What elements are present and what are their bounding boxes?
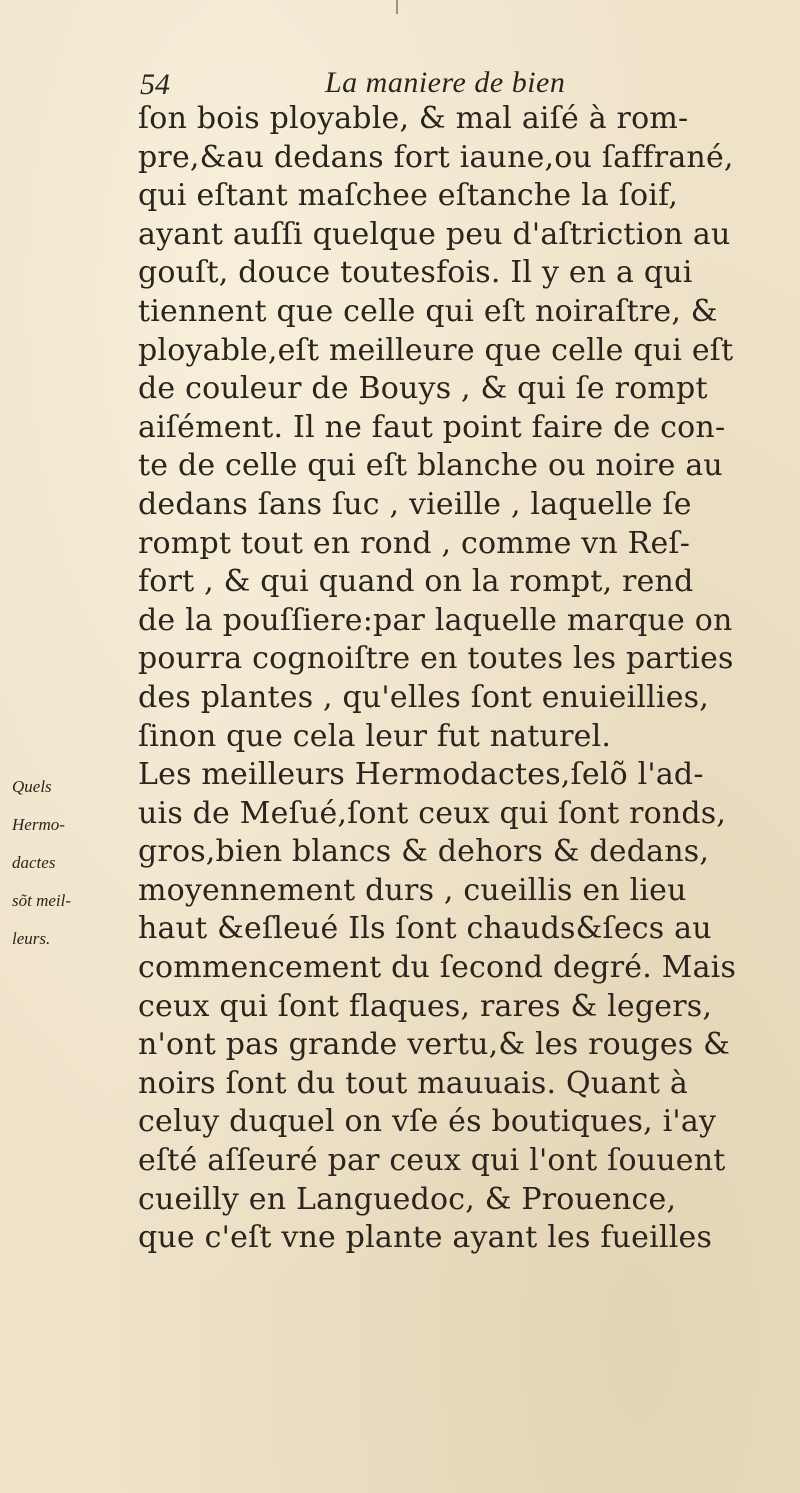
running-title: La maniere de bien	[325, 66, 566, 99]
text-line: qui eſtant maſchee eſtanche la ſoif,	[138, 178, 679, 214]
text-line: eſté aſſeuré par ceux qui l'ont ſouuent	[138, 1143, 726, 1179]
text-line: fort , & qui quand on la rompt, rend	[138, 564, 694, 600]
binding-mark	[396, 0, 398, 14]
text-line: te de celle qui eſt blanche ou noire au	[138, 448, 723, 484]
text-line: pre,&au dedans fort iaune,ou ſaffrané,	[138, 139, 734, 175]
text-line: de la pouſſiere:par laquelle marque on	[138, 602, 733, 638]
text-line: commencement du ſecond degré. Mais	[138, 950, 737, 986]
margin-note-line: leurs.	[12, 929, 51, 948]
text-line: pourra cognoiſtre en toutes les parties	[138, 641, 734, 677]
margin-note-line: dactes	[12, 853, 56, 872]
text-line: ſon bois ployable, & mal aiſé à rom-	[138, 101, 689, 136]
text-line: haut &eſleué Ils ſont chauds&ſecs au	[138, 911, 712, 947]
text-line: rompt tout en rond , comme vn Reſ-	[138, 525, 691, 561]
margin-note-line: Hermo-	[12, 815, 65, 834]
text-line: noirs ſont du tout mauuais. Quant à	[138, 1065, 688, 1101]
text-line: cueilly en Languedoc, & Prouence,	[138, 1181, 677, 1217]
text-line: Les meilleurs Hermodactes,ſelõ l'ad-	[138, 757, 704, 793]
text-line: aiſément. Il ne faut point faire de con-	[138, 409, 726, 445]
running-header	[140, 62, 740, 102]
text-line: des plantes , qu'elles ſont enuieillies,	[138, 679, 709, 715]
margin-note	[12, 768, 130, 958]
body-text	[138, 100, 778, 1258]
text-line: ceux qui ſont flaques, rares & legers,	[138, 988, 713, 1024]
text-line: que c'eſt vne plante ayant les fueilles	[138, 1220, 713, 1256]
text-line: moyennement durs , cueillis en lieu	[138, 872, 687, 908]
margin-note-line: Quels	[12, 777, 52, 796]
page-number: 54	[140, 68, 170, 101]
text-line: celuy duquel on vſe és boutiques, i'ay	[138, 1104, 717, 1140]
text-line: uis de Meſué,ſont ceux qui ſont ronds,	[138, 795, 727, 831]
text-line: tiennent que celle qui eſt noiraſtre, &	[138, 293, 718, 329]
text-line: ſinon que cela leur fut naturel.	[138, 718, 612, 754]
text-line: n'ont pas grande vertu,& les rouges &	[138, 1027, 731, 1063]
text-line: gouſt, douce toutesfois. Il y en a qui	[138, 255, 693, 291]
text-line: dedans ſans ſuc , vieille , laquelle ſe	[138, 486, 692, 522]
text-line: de couleur de Bouys , & qui ſe rompt	[138, 371, 708, 407]
text-line: ayant auſſi quelque peu d'aſtriction au	[138, 216, 731, 252]
text-line: gros,bien blancs & dehors & dedans,	[138, 834, 710, 870]
text-line: ployable,eſt meilleure que celle qui eſt	[138, 332, 734, 368]
margin-note-line: sõt meil-	[12, 891, 72, 910]
